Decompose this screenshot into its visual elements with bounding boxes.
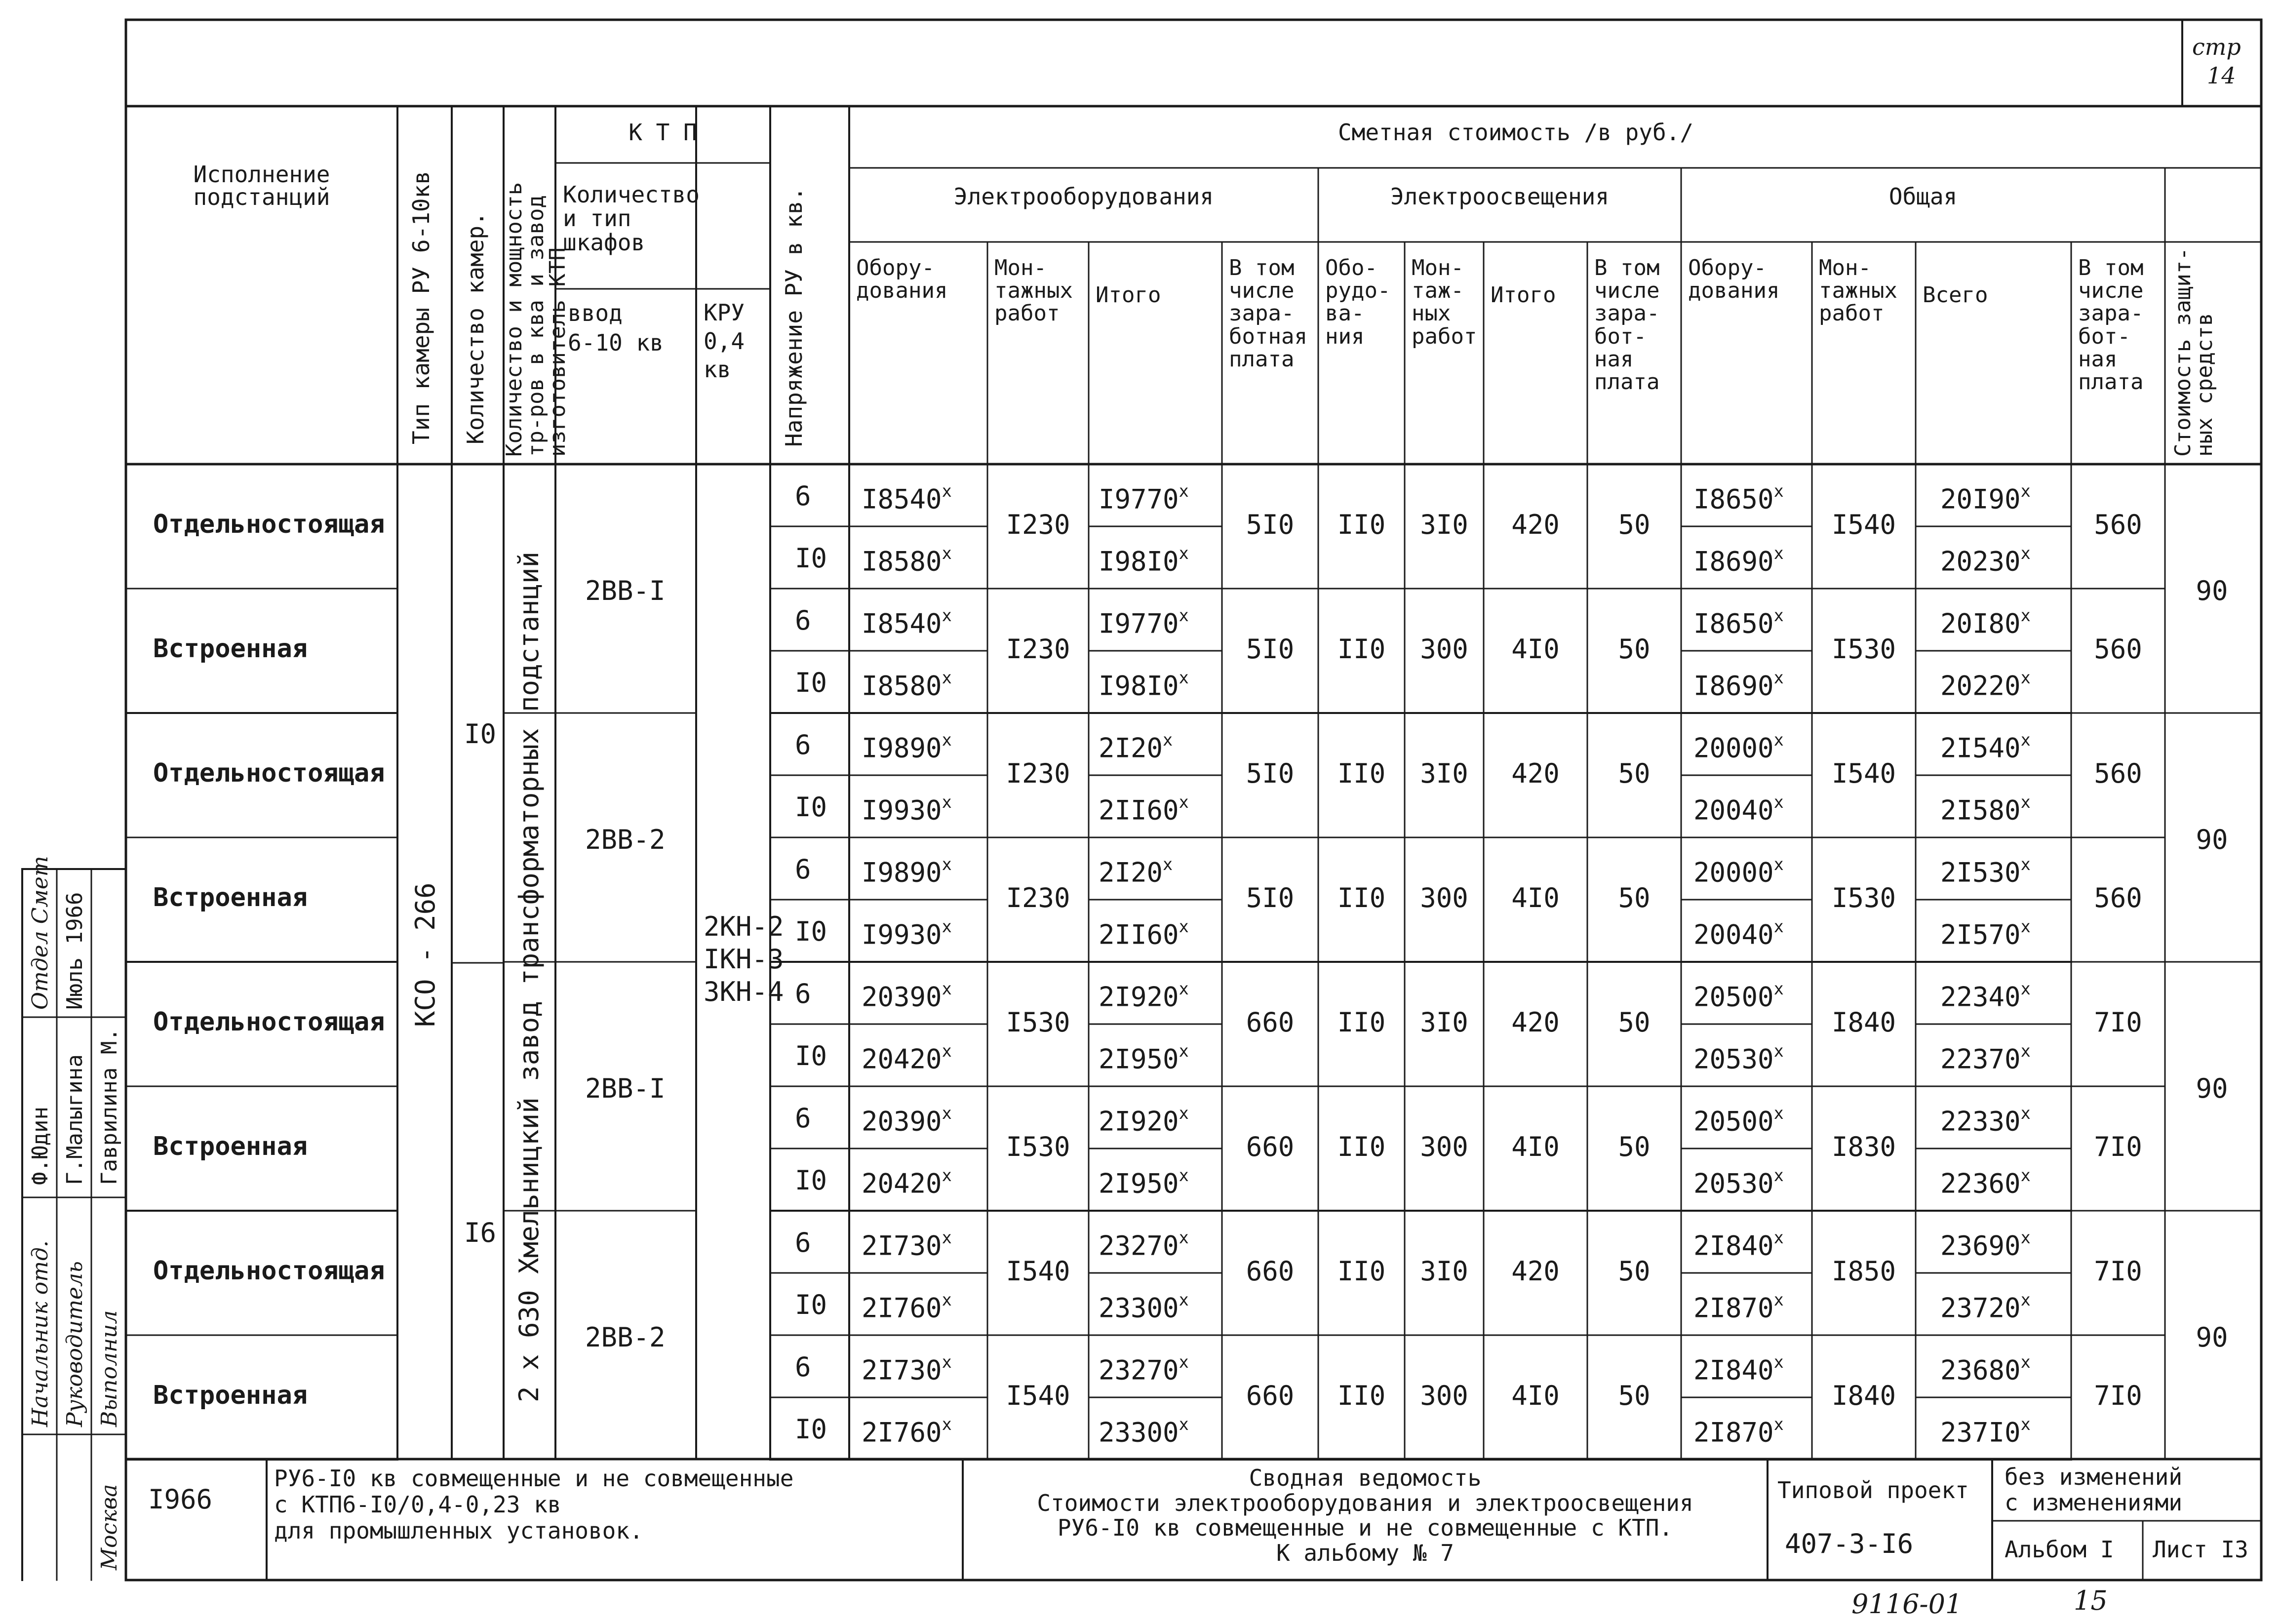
equipment-cost-cell: $2I760^х$ <box>862 1415 952 1448</box>
superscript-mark: х <box>1773 1166 1784 1185</box>
equipment-wages-cell: 5I0 <box>1246 634 1295 665</box>
superscript-mark: х <box>1773 1352 1784 1372</box>
voltage-cell: 6 <box>795 1351 811 1383</box>
superscript-mark: х <box>2020 544 2031 563</box>
total-all-cell: $2I570^х$ <box>1940 917 2031 951</box>
equipment-cost-cell: $I8580^х$ <box>862 544 952 577</box>
lighting-total-cell: 4I0 <box>1511 634 1560 665</box>
superscript-mark: х <box>1179 1041 1189 1061</box>
superscript-mark: х <box>1773 544 1784 563</box>
total-all-cell: $22340^х$ <box>1940 979 2031 1013</box>
superscript-mark: х <box>1179 1415 1189 1434</box>
superscript-mark: х <box>2020 792 2031 812</box>
signature-role: Начальник отд. <box>28 1240 53 1427</box>
voltage-cell: I0 <box>795 1040 827 1071</box>
total-wages-cell: 560 <box>2094 509 2142 540</box>
total-install-cell: I830 <box>1831 1131 1896 1162</box>
lighting-total-cell: 4I0 <box>1511 1131 1560 1162</box>
lighting-equipment-cell: II0 <box>1337 1131 1386 1162</box>
total-equipment-cell: $20040^х$ <box>1693 792 1784 826</box>
input-cabinet-value: 2ВВ-I <box>585 1073 666 1104</box>
lighting-total-cell: 4I0 <box>1511 1380 1560 1411</box>
superscript-mark: х <box>1773 668 1784 687</box>
lighting-equipment-cell: II0 <box>1337 1007 1386 1038</box>
voltage-cell: 6 <box>795 605 811 636</box>
superscript-mark: х <box>1179 1228 1189 1247</box>
superscript-mark: х <box>2020 1415 2031 1434</box>
install-cost-cell: I230 <box>1006 758 1070 789</box>
total-equipment-cell: $20500^х$ <box>1693 1104 1784 1137</box>
equipment-total-cell: $I98I0^х$ <box>1099 668 1189 702</box>
superscript-mark: х <box>2020 1228 2031 1247</box>
row-variant: Отдельностоящая <box>153 1256 385 1286</box>
title-city: Москва <box>97 1484 122 1570</box>
input-cabinet-value: 2ВВ-I <box>585 575 666 606</box>
title-sheet: Сводная ведомость Стоимости электрооборудования и электроосвещения РУ6-I0 кв совмещенные и не совмещенные с КТП. К альбому № 7 <box>1037 1465 1693 1566</box>
lighting-equipment-cell: II0 <box>1337 882 1386 913</box>
protective-cost-value: 90 <box>2196 1073 2228 1104</box>
kru-cabinet-value: 2КН-2 <box>704 911 784 942</box>
total-install-cell: I540 <box>1831 758 1896 789</box>
total-wages-cell: 7I0 <box>2094 1007 2142 1038</box>
superscript-mark: х <box>1773 1228 1784 1247</box>
equipment-cost-cell: $I8540^х$ <box>862 606 952 639</box>
equipment-cost-cell: $I8580^х$ <box>862 668 952 702</box>
superscript-mark: х <box>942 730 952 750</box>
lighting-wages-cell: 50 <box>1618 1007 1651 1038</box>
equipment-wages-cell: 660 <box>1246 1256 1295 1287</box>
lighting-install-cell: 300 <box>1420 1380 1468 1411</box>
superscript-mark: х <box>2020 1290 2031 1309</box>
equipment-cost-cell: $2I760^х$ <box>862 1290 952 1324</box>
voltage-cell: I0 <box>795 916 827 947</box>
voltage-cell: 6 <box>795 978 811 1009</box>
total-all-cell: $23690^х$ <box>1940 1228 2031 1262</box>
title-changes-1: без изменений <box>2005 1464 2183 1490</box>
total-all-cell: $23720^х$ <box>1940 1290 2031 1324</box>
chamber-count-16: I6 <box>464 1217 497 1248</box>
total-wages-cell: 7I0 <box>2094 1131 2142 1162</box>
superscript-mark: х <box>2020 1041 2031 1061</box>
total-equipment-cell: $I8650^х$ <box>1693 481 1784 515</box>
voltage-cell: I0 <box>795 543 827 574</box>
superscript-mark: х <box>1773 1290 1784 1309</box>
total-equipment-cell: $I8690^х$ <box>1693 668 1784 702</box>
row-variant: Отдельностоящая <box>153 1007 385 1037</box>
voltage-cell: 6 <box>795 729 811 760</box>
install-cost-cell: I540 <box>1006 1380 1070 1411</box>
equipment-wages-cell: 660 <box>1246 1131 1295 1162</box>
equipment-wages-cell: 660 <box>1246 1007 1295 1038</box>
lighting-install-cell: 3I0 <box>1420 1256 1468 1287</box>
total-install-cell: I540 <box>1831 509 1896 540</box>
superscript-mark: х <box>2020 1352 2031 1372</box>
total-equipment-cell: $2I870^х$ <box>1693 1290 1784 1324</box>
row-variant: Встроенная <box>153 883 308 912</box>
lighting-wages-cell: 50 <box>1618 1256 1651 1287</box>
superscript-mark: х <box>2020 979 2031 998</box>
superscript-mark: х <box>942 1228 952 1247</box>
subheader-li-total: Итого <box>1491 282 1556 308</box>
lighting-equipment-cell: II0 <box>1337 758 1386 789</box>
superscript-mark: х <box>1773 1415 1784 1434</box>
protective-cost-value: 90 <box>2196 824 2228 855</box>
title-changes-2: с изменениями <box>2005 1489 2183 1516</box>
signature-name: Ф.Юдин <box>28 1107 53 1185</box>
total-all-cell: $22360^х$ <box>1940 1166 2031 1199</box>
lighting-total-cell: 4I0 <box>1511 882 1560 913</box>
lighting-total-cell: 420 <box>1511 1007 1560 1038</box>
install-cost-cell: I230 <box>1006 634 1070 665</box>
superscript-mark: х <box>1163 855 1173 874</box>
signature-date: Июль 1966 <box>62 892 87 1010</box>
superscript-mark: х <box>942 1041 952 1061</box>
voltage-cell: I0 <box>795 1414 827 1445</box>
lighting-wages-cell: 50 <box>1618 634 1651 665</box>
lighting-equipment-cell: II0 <box>1337 509 1386 540</box>
lighting-wages-cell: 50 <box>1618 882 1651 913</box>
superscript-mark: х <box>1179 1166 1189 1185</box>
header-ktp: К Т П <box>629 119 697 146</box>
superscript-mark: х <box>942 1290 952 1309</box>
total-equipment-cell: $I8650^х$ <box>1693 606 1784 639</box>
signature-name: Гаврилина М. <box>97 1028 122 1185</box>
superscript-mark: х <box>2020 481 2031 501</box>
superscript-mark: х <box>942 544 952 563</box>
lighting-total-cell: 420 <box>1511 758 1560 789</box>
lighting-equipment-cell: II0 <box>1337 1380 1386 1411</box>
voltage-cell: I0 <box>795 792 827 823</box>
total-install-cell: I530 <box>1831 634 1896 665</box>
protective-cost-value: 90 <box>2196 575 2228 606</box>
equipment-wages-cell: 5I0 <box>1246 509 1295 540</box>
voltage-cell: 6 <box>795 1103 811 1134</box>
subheader-to-install: Мон- тажных работ <box>1819 255 1897 326</box>
total-equipment-cell: $20530^х$ <box>1693 1166 1784 1199</box>
total-all-cell: $2I580^х$ <box>1940 792 2031 826</box>
title-project-number: 407-3-I6 <box>1785 1528 1914 1559</box>
subheader-eq-equipment: Обору- дования <box>856 255 948 304</box>
superscript-mark: х <box>1773 730 1784 750</box>
subheader-li-wages: В том числе зара- бот- ная плата <box>1594 255 1660 395</box>
row-variant: Отдельностоящая <box>153 510 385 539</box>
total-install-cell: I840 <box>1831 1007 1896 1038</box>
superscript-mark: х <box>2020 1166 2031 1185</box>
kru-cabinet-value: IКН-3 <box>704 944 784 975</box>
equipment-total-cell: $2I950^х$ <box>1099 1166 1189 1199</box>
superscript-mark: х <box>1773 792 1784 812</box>
equipment-cost-cell: $20390^х$ <box>862 1104 952 1137</box>
lighting-install-cell: 300 <box>1420 634 1468 665</box>
superscript-mark: х <box>1773 917 1784 936</box>
title-year: I966 <box>148 1484 213 1515</box>
subheader-li-install: Мон- таж- ных работ <box>1412 255 1477 349</box>
total-wages-cell: 560 <box>2094 758 2142 789</box>
equipment-cost-cell: $I9890^х$ <box>862 855 952 888</box>
equipment-cost-cell: $I8540^х$ <box>862 481 952 515</box>
total-equipment-cell: $2I840^х$ <box>1693 1228 1784 1262</box>
total-all-cell: $20I80^х$ <box>1940 606 2031 639</box>
superscript-mark: х <box>2020 855 2031 874</box>
equipment-total-cell: $2I20^х$ <box>1099 730 1173 764</box>
superscript-mark: х <box>1773 855 1784 874</box>
install-cost-cell: I530 <box>1006 1131 1070 1162</box>
header-input: ввод 6-10 кв <box>568 300 664 356</box>
total-equipment-cell: $2I870^х$ <box>1693 1415 1784 1448</box>
equipment-cost-cell: $20390^х$ <box>862 979 952 1013</box>
total-equipment-cell: $20000^х$ <box>1693 855 1784 888</box>
total-all-cell: $20I90^х$ <box>1940 481 2031 515</box>
equipment-total-cell: $2II60^х$ <box>1099 917 1189 951</box>
title-sheet-number: Лист I3 <box>2153 1536 2248 1563</box>
superscript-mark: х <box>1179 544 1189 563</box>
row-variant: Встроенная <box>153 1132 308 1161</box>
equipment-total-cell: $23270^х$ <box>1099 1228 1189 1262</box>
equipment-cost-cell: $2I730^х$ <box>862 1352 952 1386</box>
header-kru: КРУ 0,4 кв <box>704 299 745 383</box>
page-number: 14 <box>2207 62 2236 89</box>
total-all-cell: $23680^х$ <box>1940 1352 2031 1386</box>
superscript-mark: х <box>942 668 952 687</box>
total-equipment-cell: $20530^х$ <box>1693 1041 1784 1075</box>
lighting-wages-cell: 50 <box>1618 509 1651 540</box>
total-all-cell: $22330^х$ <box>1940 1104 2031 1137</box>
lighting-install-cell: 300 <box>1420 1131 1468 1162</box>
equipment-total-cell: $2I920^х$ <box>1099 979 1189 1013</box>
subheader-to-equipment: Обору- дования <box>1688 255 1780 304</box>
total-wages-cell: 7I0 <box>2094 1256 2142 1287</box>
superscript-mark: х <box>2020 668 2031 687</box>
footer-archive-number: 9116-01 <box>1851 1588 1963 1620</box>
superscript-mark: х <box>1179 668 1189 687</box>
equipment-wages-cell: 5I0 <box>1246 882 1295 913</box>
equipment-total-cell: $2II60^х$ <box>1099 792 1189 826</box>
input-cabinet-value: 2ВВ-2 <box>585 1322 666 1353</box>
footer-page: 15 <box>2074 1585 2108 1616</box>
title-description: РУ6-I0 кв совмещенные и не совмещенные с КТП6-I0/0,4-0,23 кв для промышленных установок. <box>274 1465 794 1544</box>
total-wages-cell: 560 <box>2094 634 2142 665</box>
lighting-install-cell: 3I0 <box>1420 1007 1468 1038</box>
header-variant: Исполнение подстанций <box>193 161 330 210</box>
total-all-cell: $22370^х$ <box>1940 1041 2031 1075</box>
total-install-cell: I530 <box>1831 882 1896 913</box>
subheader-eq-wages: В том числе зара- ботная плата <box>1229 255 1307 372</box>
title-album: Альбом I <box>2005 1536 2114 1563</box>
voltage-cell: 6 <box>795 480 811 512</box>
lighting-total-cell: 420 <box>1511 509 1560 540</box>
total-all-cell: $20230^х$ <box>1940 544 2031 577</box>
subheader-li-equipment: Обо- рудо- ва- ния <box>1325 255 1391 349</box>
total-all-cell: $20220^х$ <box>1940 668 2031 702</box>
header-chamber-type: Тип камеры РУ 6-10кв <box>408 171 434 444</box>
header-protective: Стоимость защит- ных средств <box>2170 247 2217 457</box>
page-label: стр <box>2192 34 2241 60</box>
install-cost-cell: I230 <box>1006 509 1070 540</box>
superscript-mark: х <box>942 792 952 812</box>
lighting-install-cell: 3I0 <box>1420 758 1468 789</box>
lighting-wages-cell: 50 <box>1618 1380 1651 1411</box>
superscript-mark: х <box>2020 730 2031 750</box>
lighting-equipment-cell: II0 <box>1337 1256 1386 1287</box>
superscript-mark: х <box>1179 1104 1189 1123</box>
equipment-total-cell: $I9770^х$ <box>1099 481 1189 515</box>
voltage-cell: I0 <box>795 1165 827 1196</box>
transformer-value: 2 х 630 Хмельницкий завод трансформаторных подстанций <box>513 551 545 1402</box>
header-estimate: Сметная стоимость /в руб./ <box>1337 119 1694 146</box>
superscript-mark: х <box>2020 917 2031 936</box>
superscript-mark: х <box>942 979 952 998</box>
superscript-mark: х <box>1179 606 1189 625</box>
superscript-mark: х <box>942 917 952 936</box>
total-install-cell: I840 <box>1831 1380 1896 1411</box>
superscript-mark: х <box>942 1166 952 1185</box>
install-cost-cell: I540 <box>1006 1256 1070 1287</box>
superscript-mark: х <box>1773 481 1784 501</box>
superscript-mark: х <box>1179 1352 1189 1372</box>
voltage-cell: I0 <box>795 667 827 698</box>
superscript-mark: х <box>1179 917 1189 936</box>
protective-cost-value: 90 <box>2196 1322 2228 1353</box>
equipment-total-cell: $23270^х$ <box>1099 1352 1189 1386</box>
header-voltage: Напряжение РУ в кв. <box>781 187 807 447</box>
lighting-equipment-cell: II0 <box>1337 634 1386 665</box>
header-electro-lighting: Электроосвещения <box>1390 183 1610 210</box>
equipment-cost-cell: $I9890^х$ <box>862 730 952 764</box>
superscript-mark: х <box>1773 1041 1784 1061</box>
subheader-eq-total: Итого <box>1096 282 1161 308</box>
row-variant: Встроенная <box>153 634 308 664</box>
voltage-cell: I0 <box>795 1289 827 1320</box>
total-equipment-cell: $20000^х$ <box>1693 730 1784 764</box>
total-all-cell: $2I540^х$ <box>1940 730 2031 764</box>
total-equipment-cell: $20040^х$ <box>1693 917 1784 951</box>
total-install-cell: I850 <box>1831 1256 1896 1287</box>
lighting-wages-cell: 50 <box>1618 1131 1651 1162</box>
superscript-mark: х <box>1163 730 1173 750</box>
kru-cabinet-value: 3КН-4 <box>704 976 784 1007</box>
equipment-cost-cell: $20420^х$ <box>862 1166 952 1199</box>
header-electro-equipment: Электрооборудования <box>953 183 1214 210</box>
equipment-total-cell: $2I920^х$ <box>1099 1104 1189 1137</box>
chamber-count-10: I0 <box>464 718 497 750</box>
total-equipment-cell: $2I840^х$ <box>1693 1352 1784 1386</box>
lighting-install-cell: 300 <box>1420 882 1468 913</box>
header-chamber-count: Количество камер. <box>462 212 489 444</box>
lighting-install-cell: 3I0 <box>1420 509 1468 540</box>
subheader-to-wages: В том числе зара- бот- ная плата <box>2078 255 2144 395</box>
lighting-total-cell: 420 <box>1511 1256 1560 1287</box>
header-cabinets: Количество и тип шкафов <box>563 181 700 256</box>
superscript-mark: х <box>2020 606 2031 625</box>
equipment-cost-cell: $I9930^х$ <box>862 792 952 826</box>
total-wages-cell: 560 <box>2094 882 2142 913</box>
superscript-mark: х <box>942 606 952 625</box>
total-equipment-cell: $20500^х$ <box>1693 979 1784 1013</box>
equipment-total-cell: $2I20^х$ <box>1099 855 1173 888</box>
superscript-mark: х <box>942 855 952 874</box>
equipment-wages-cell: 660 <box>1246 1380 1295 1411</box>
superscript-mark: х <box>1773 1104 1784 1123</box>
superscript-mark: х <box>942 1104 952 1123</box>
superscript-mark: х <box>942 481 952 501</box>
equipment-total-cell: $23300^х$ <box>1099 1415 1189 1448</box>
signature-name: Г.Малыгина <box>62 1054 87 1185</box>
superscript-mark: х <box>1179 1290 1189 1309</box>
row-variant: Отдельностоящая <box>153 758 385 788</box>
signature-role: Руководитель <box>62 1261 87 1427</box>
install-cost-cell: I530 <box>1006 1007 1070 1038</box>
equipment-cost-cell: $2I730^х$ <box>862 1228 952 1262</box>
total-all-cell: $237I0^х$ <box>1940 1415 2031 1448</box>
equipment-cost-cell: $I9930^х$ <box>862 917 952 951</box>
subheader-eq-install: Мон- тажных работ <box>994 255 1073 326</box>
superscript-mark: х <box>1773 979 1784 998</box>
equipment-wages-cell: 5I0 <box>1246 758 1295 789</box>
total-all-cell: $2I530^х$ <box>1940 855 2031 888</box>
equipment-total-cell: $I98I0^х$ <box>1099 544 1189 577</box>
subheader-to-all: Всего <box>1923 282 1988 308</box>
superscript-mark: х <box>1773 606 1784 625</box>
superscript-mark: х <box>1179 979 1189 998</box>
equipment-total-cell: $I9770^х$ <box>1099 606 1189 639</box>
header-total: Общая <box>1888 183 1958 210</box>
voltage-cell: 6 <box>795 854 811 885</box>
superscript-mark: х <box>942 1352 952 1372</box>
row-variant: Встроенная <box>153 1381 308 1410</box>
chamber-type-value: КСО - 266 <box>410 882 441 1027</box>
superscript-mark: х <box>1179 481 1189 501</box>
superscript-mark: х <box>1179 792 1189 812</box>
equipment-total-cell: $2I950^х$ <box>1099 1041 1189 1075</box>
signature-role: Выполнил <box>97 1310 122 1427</box>
install-cost-cell: I230 <box>1006 882 1070 913</box>
total-equipment-cell: $I8690^х$ <box>1693 544 1784 577</box>
input-cabinet-value: 2ВВ-2 <box>585 824 666 855</box>
equipment-total-cell: $23300^х$ <box>1099 1290 1189 1324</box>
superscript-mark: х <box>2020 1104 2031 1123</box>
lighting-wages-cell: 50 <box>1618 758 1651 789</box>
total-wages-cell: 7I0 <box>2094 1380 2142 1411</box>
voltage-cell: 6 <box>795 1227 811 1258</box>
superscript-mark: х <box>942 1415 952 1434</box>
equipment-cost-cell: $20420^х$ <box>862 1041 952 1075</box>
title-project-label: Типовой проект <box>1777 1477 1969 1504</box>
header-transformer: Количество и мощность тр-ров в ква и завод изготовитель КТП <box>502 182 570 457</box>
signature-dept: Отдел Смет <box>28 856 53 1010</box>
